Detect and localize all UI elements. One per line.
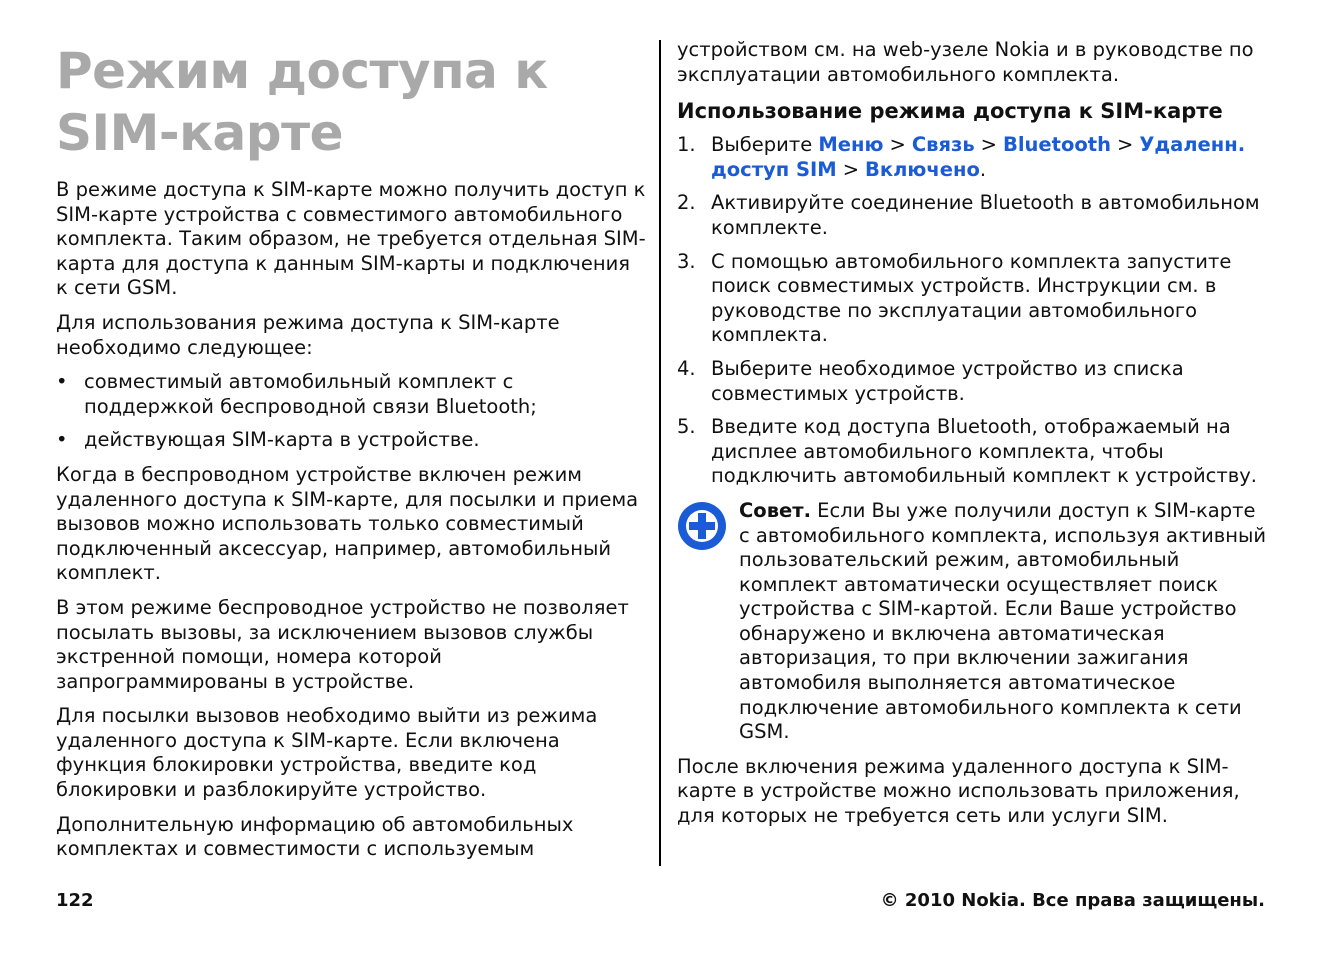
step-text: Введите код доступа Bluetooth, отображаемый на дисплее автомобильного комплекта, чтобы подключить автомобильный комплект к устройству.	[711, 415, 1257, 488]
plus-circle-icon	[677, 501, 727, 551]
bullet-marker: •	[56, 428, 68, 452]
right-column	[677, 38, 1269, 839]
step-text: С помощью автомобильного комплекта запустите поиск совместимых устройств. Инструкции см. в руководстве по эксплуатации автомобильного комплекта.	[711, 249, 1232, 347]
path-separator: >	[842, 157, 860, 181]
exit-mode-paragraph: Для посылки вызовов необходимо выйти из режима удаленного доступа к SIM-карте. Если включена функция блокировки устройства, введите код блокировки и разблокируйте устройство.	[56, 704, 598, 802]
page-number: 122	[56, 890, 94, 911]
steps-list	[677, 133, 1269, 489]
tip-label: Совет.	[739, 498, 811, 522]
step-number: 4.	[677, 356, 696, 380]
step-number: 3.	[677, 249, 696, 273]
copyright-text: © 2010 Nokia. Все права защищены.	[880, 890, 1265, 911]
step-number: 2.	[677, 191, 696, 215]
step-text: Выберите	[711, 133, 819, 157]
path-separator: >	[1116, 133, 1134, 157]
more-info-continuation: устройством см. на web-узеле Nokia и в руководстве по эксплуатации автомобильного комплекта.	[677, 38, 1254, 86]
path-separator: >	[889, 133, 906, 157]
tip-box	[677, 499, 1269, 745]
step-suffix: .	[979, 157, 987, 181]
step-item	[677, 415, 1269, 489]
bullet-marker: •	[56, 370, 68, 394]
tip-paragraph	[739, 499, 1269, 745]
menu-path-menu: Меню	[818, 133, 884, 157]
step-item	[677, 191, 1269, 240]
list-item	[56, 370, 648, 419]
menu-path-bluetooth: Bluetooth	[1003, 133, 1111, 157]
menu-path-remote-sim: Удаленн. доступ SIM	[711, 133, 1246, 181]
step-number: 5.	[677, 415, 696, 439]
more-info-paragraph: Дополнительную информацию об автомобильных комплектах и совместимости с используемым	[56, 812, 574, 861]
tip-text: Если Вы уже получили доступ к SIM-карте с автомобильного комплекта, используя активный пользовательский режим, автомобильный комплект автоматически осуществляет поиск устройства с SIM-картой. Если Ваше устройство обнаружено и включена автоматическая авторизация, то при включении зажигания автомобиля выполняется автоматическое подключение автомобильного комплекта к сети GSM.	[739, 498, 1267, 744]
list-item	[56, 428, 648, 453]
left-column	[56, 40, 648, 872]
list-item-text: действующая SIM-карта в устройстве.	[84, 428, 480, 452]
intro-paragraph: В режиме доступа к SIM-карте можно получить доступ к SIM-карте устройства с совместимого автомобильного комплекта. Таким образом, не требуется отдельная SIM-карта для доступа к данным SIM-карты и подключения к сети GSM.	[56, 178, 646, 300]
after-enable-paragraph: После включения режима удаленного доступа к SIM-карте в устройстве можно использовать приложения, для которых не требуется сеть или услуги SIM.	[677, 754, 1240, 828]
step-text: Выберите необходимое устройство из списка совместимых устройств.	[711, 356, 1184, 405]
section-heading: Использование режима доступа к SIM-карте	[677, 99, 1223, 124]
step-item	[677, 357, 1269, 406]
column-divider	[659, 40, 661, 866]
step-item	[677, 133, 1269, 182]
menu-path-enabled: Включено	[865, 157, 980, 181]
remote-mode-paragraph: Когда в беспроводном устройстве включен режим удаленного доступа к SIM-карте, для посылки и приема вызовов можно использовать только совместимый подключенный аксессуар, например, автомобильный комплект.	[56, 462, 639, 585]
list-item-text: совместимый автомобильный комплект с поддержкой беспроводной связи Bluetooth;	[84, 370, 537, 418]
step-number: 1.	[677, 133, 696, 157]
requirements-list	[56, 370, 648, 453]
menu-path-connectivity: Связь	[911, 133, 975, 157]
step-text: Активируйте соединение Bluetooth в автомобильном комплекте.	[711, 191, 1260, 239]
path-separator: >	[980, 133, 997, 157]
page-title: Режим доступа к SIM-карте	[56, 42, 548, 162]
step-item	[677, 250, 1269, 348]
emergency-paragraph: В этом режиме беспроводное устройство не позволяет посылать вызовы, за исключением вызовов службы экстренной помощи, номера которой запрограммированы в устройстве.	[56, 595, 629, 693]
requirements-paragraph: Для использования режима доступа к SIM-карте необходимо следующее:	[56, 310, 560, 359]
